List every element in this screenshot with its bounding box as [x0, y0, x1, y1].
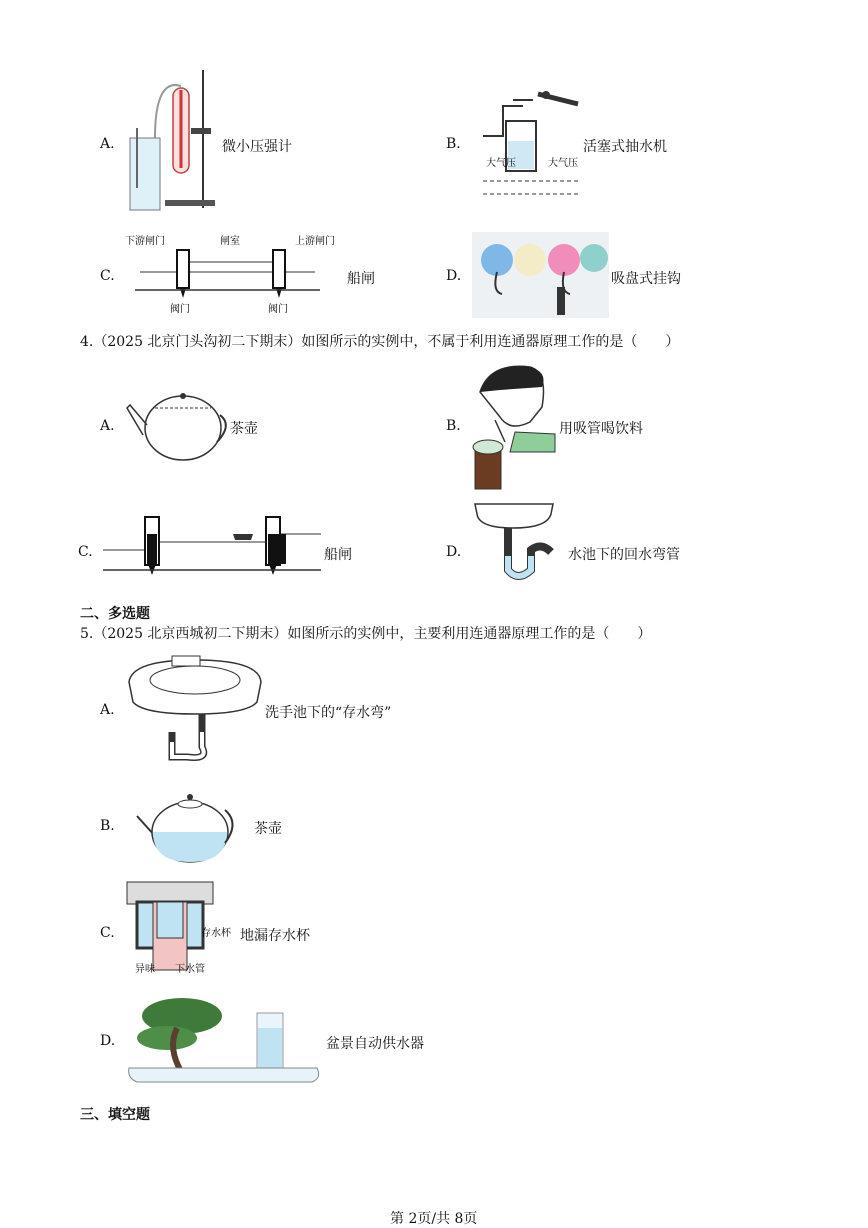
- q4-option-d-letter: D.: [446, 544, 462, 560]
- q3-option-d-letter: D.: [446, 268, 462, 284]
- q3-option-c-letter: C.: [100, 268, 115, 284]
- q4-option-a-label: 茶壶: [230, 421, 258, 437]
- teapot-icon: [125, 380, 230, 465]
- q3-c-lbl-down: 下游闸门: [125, 236, 165, 247]
- q3-c-lbl-up: 上游闸门: [295, 236, 335, 247]
- suction-hooks-photo: [472, 232, 609, 318]
- wash-basin-illustration: [127, 652, 264, 762]
- q3-option-a-letter: A.: [100, 136, 115, 152]
- q5-c-lbl-odor: 异味: [135, 964, 155, 975]
- q4-option-d-label: 水池下的回水弯管: [568, 547, 680, 563]
- q3-option-c-label: 船闸: [347, 271, 375, 287]
- q5-option-b-label: 茶壶: [254, 821, 282, 837]
- question-5-stem: 5.（2025 北京西城初二下期末）如图所示的实例中，主要利用连通器原理工作的是（ ）: [80, 626, 652, 642]
- q5-option-c-label: 地漏存水杯: [240, 928, 310, 944]
- q3-option-a-label: 微小压强计: [222, 139, 292, 155]
- q5-c-lbl-cup: 存水杯: [201, 928, 231, 939]
- q4-option-a-letter: A.: [100, 418, 115, 434]
- ship-lock-illustration-2: [103, 512, 321, 582]
- q4-option-b-label: 用吸管喝饮料: [559, 421, 643, 437]
- q5-option-a-letter: A.: [100, 702, 115, 718]
- q3-b-atm-left: 大气压: [486, 158, 516, 169]
- ship-lock-illustration: [125, 232, 335, 315]
- q3-c-lbl-channel: 闸室: [220, 236, 240, 247]
- q3-b-atm-right: 大气压: [548, 158, 578, 169]
- manometer-illustration: [125, 68, 220, 213]
- teapot-with-water-icon: [135, 788, 235, 866]
- bonsai-water-feeder-illustration: [127, 988, 322, 1086]
- q4-option-b-letter: B.: [446, 418, 461, 434]
- section-heading-multiple-choice: 二、多选题: [80, 606, 150, 622]
- q5-c-lbl-pipe: 下水管: [175, 964, 205, 975]
- piston-pump-illustration: [478, 86, 583, 201]
- q3-option-b-letter: B.: [446, 136, 461, 152]
- q3-c-lbl-valve1: 阀门: [170, 304, 190, 315]
- boy-drinking-illustration: [470, 362, 560, 490]
- q4-option-c-label: 船闸: [324, 547, 352, 563]
- q5-option-d-label: 盆景自动供水器: [326, 1036, 424, 1052]
- q3-c-lbl-valve2: 阀门: [268, 304, 288, 315]
- q5-option-b-letter: B.: [100, 818, 115, 834]
- floor-drain-cup-illustration: [125, 880, 235, 978]
- q5-option-d-letter: D.: [100, 1033, 116, 1049]
- q5-option-a-label: 洗手池下的“存水弯”: [265, 705, 392, 721]
- question-4-stem: 4.（2025 北京门头沟初二下期末）如图所示的实例中，不属于利用连通器原理工作的是（ ）: [80, 334, 680, 350]
- section-heading-fill-in: 三、填空题: [80, 1107, 150, 1123]
- page-footer: 第 2页/共 8页: [390, 1211, 478, 1227]
- sink-trap-illustration: [473, 502, 563, 582]
- q3-option-b-label: 活塞式抽水机: [583, 139, 667, 155]
- q4-option-c-letter: C.: [78, 544, 93, 560]
- q5-option-c-letter: C.: [100, 925, 115, 941]
- q3-option-d-label: 吸盘式挂钩: [611, 271, 681, 287]
